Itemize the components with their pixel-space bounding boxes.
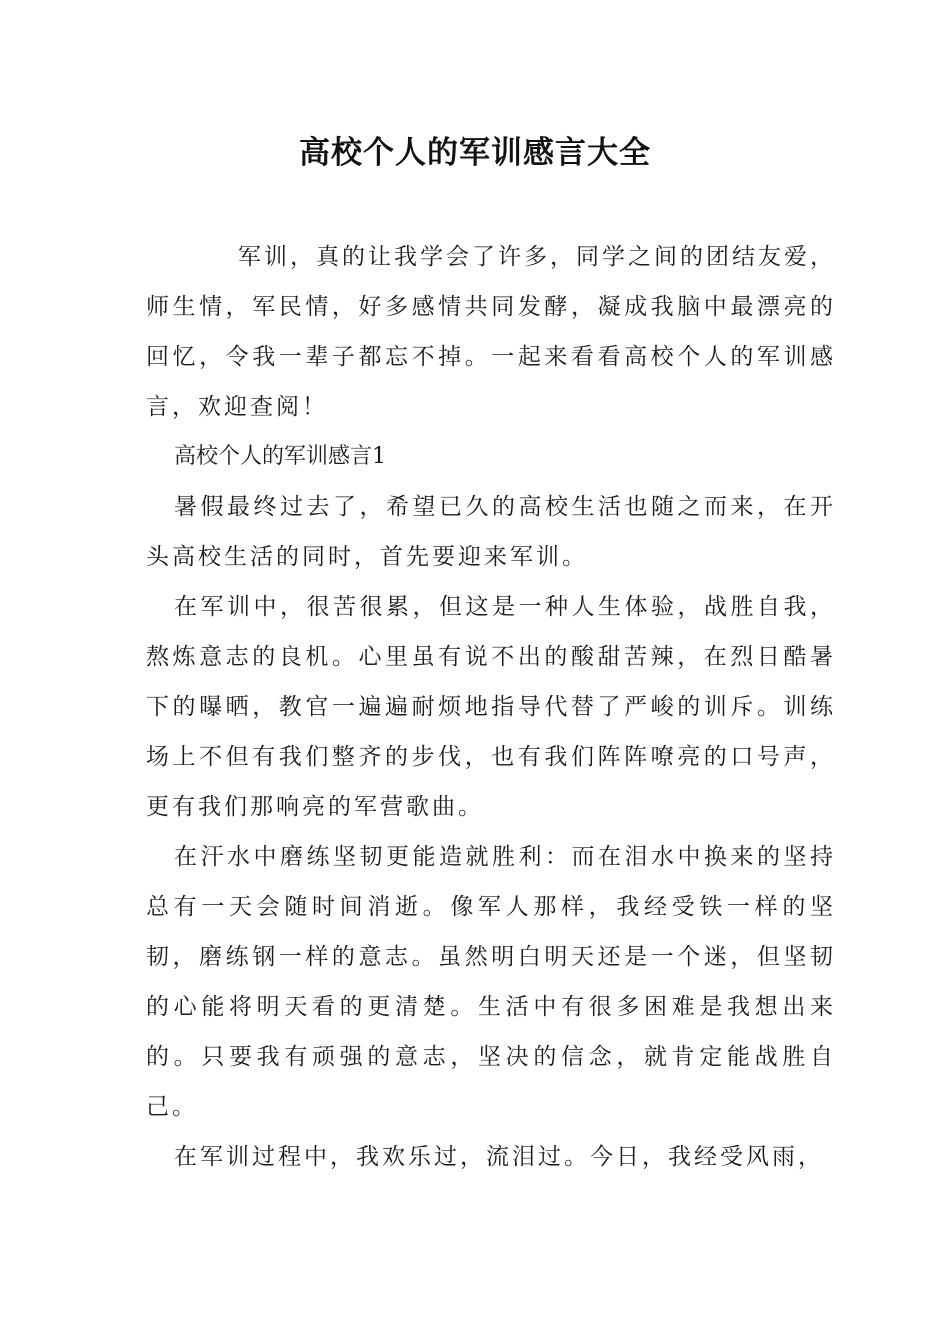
body-paragraph-1: 暑假最终过去了，希望已久的高校生活也随之而来，在开头高校生活的同时，首先要迎来军训。 bbox=[146, 494, 836, 570]
intro-paragraph: 军训，真的让我学会了许多，同学之间的团结友爱，师生情，军民情，好多感情共同发酵，凝成我脑中最漂亮的回忆，令我一辈子都忘不掉。一起来看看高校个人的军训感言，欢迎查阅！ bbox=[146, 244, 836, 420]
document-body bbox=[146, 232, 836, 1182]
body-paragraph-4: 在军训过程中，我欢乐过，流泪过。今日，我经受风雨， bbox=[174, 1144, 824, 1170]
body-paragraph-3: 在汗水中磨练坚韧更能造就胜利：而在泪水中换来的坚持总有一天会随时间消逝。像军人那样，我经受铁一样的坚韧，磨练钢一样的意志。虽然明白明天还是一个迷，但坚韧的心能将明天看的更清楚。生活中有很多困难是我想出来的。只要我有顽强的意志，坚决的信念，就肯定能战胜自己。 bbox=[146, 844, 836, 1120]
body-paragraph-2: 在军训中，很苦很累，但这是一种人生体验，战胜自我，熬炼意志的良机。心里虽有说不出的酸甜苦辣，在烈日酷暑下的曝晒，教官一遍遍耐烦地指导代替了严峻的训斥。训练场上不但有我们整齐的步伐，也有我们阵阵嘹亮的口号声，更有我们那响亮的军营歌曲。 bbox=[146, 594, 836, 820]
section-heading: 高校个人的军训感言1 bbox=[174, 444, 386, 469]
document-title: 高校个人的军训感言大全 bbox=[299, 135, 651, 171]
